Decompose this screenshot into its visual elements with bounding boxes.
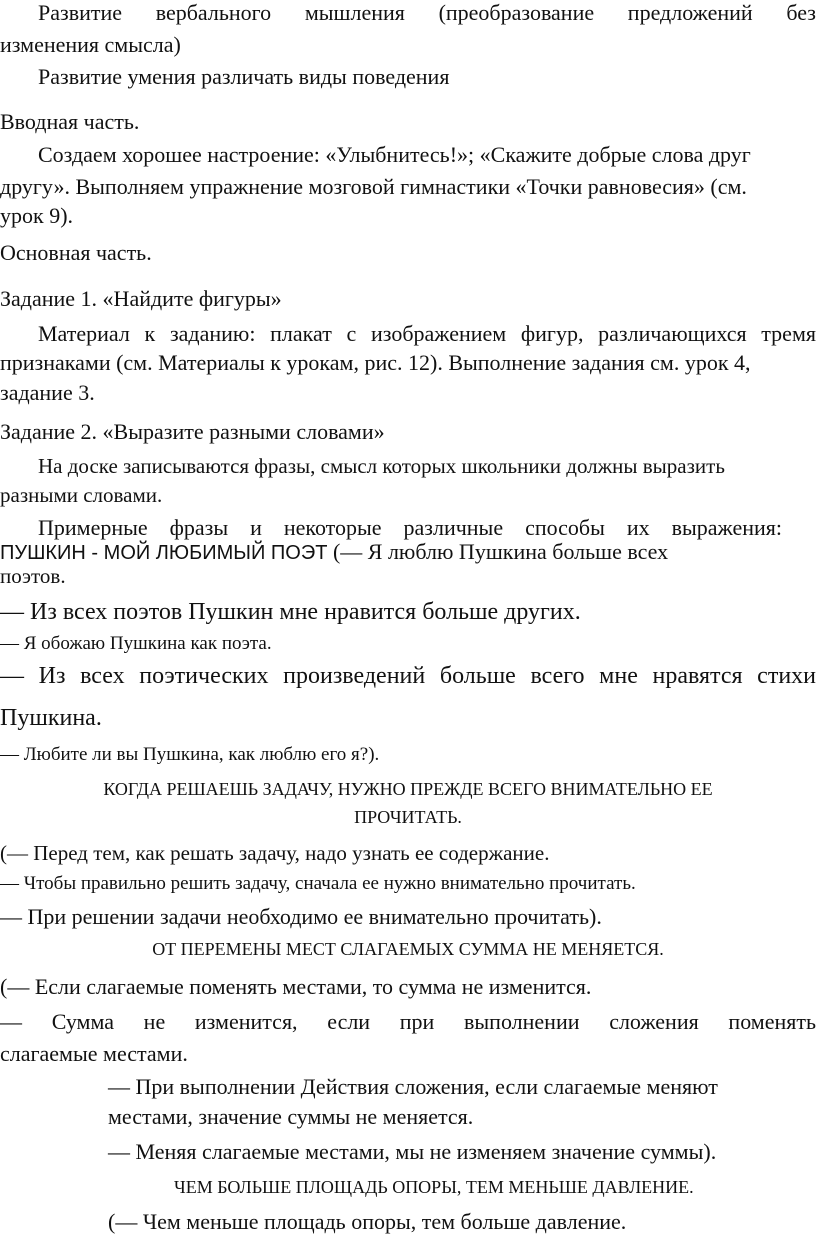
text-line-10: Материал к заданию: плакат с изображением фигур, различающихся тремя bbox=[38, 321, 816, 346]
section-heading-main: Основная часть. bbox=[0, 240, 152, 265]
text-line-30: (— Если слагаемые поменять местами, то сумма не изменится. bbox=[0, 974, 592, 999]
text-line-11: признаками (см. Материалы к урокам, рис. 12). Выполнение задания см. урок 4, bbox=[0, 350, 751, 375]
phrase-pushkin: ПУШКИН - МОЙ ЛЮБИМЫЙ ПОЭТ bbox=[0, 542, 328, 564]
text-line-5: Создаем хорошее настроение: «Улыбнитесь!»; «Скажите добрые слова друг bbox=[38, 142, 751, 167]
text-line-34: местами, значение суммы не меняется. bbox=[108, 1104, 474, 1129]
phrase-sum: ОТ ПЕРЕМЕНЫ МЕСТ СЛАГАЕМЫХ СУММА НЕ МЕНЯЕТСЯ. bbox=[152, 939, 664, 959]
text-line-23: — Любите ли вы Пушкина, как люблю его я?). bbox=[0, 744, 380, 765]
text-line-35: — Меняя слагаемые местами, мы не изменяем значение суммы). bbox=[108, 1139, 717, 1164]
text-line-20: — Я обожаю Пушкина как поэта. bbox=[0, 633, 272, 654]
section-heading-intro: Вводная часть. bbox=[0, 109, 140, 134]
text-line-6: другу». Выполняем упражнение мозговой гимнастики «Точки равновесия» (см. bbox=[0, 174, 747, 199]
text-line-3: Развитие умения различать виды поведения bbox=[38, 64, 450, 89]
text-line-26: (— Перед тем, как решать задачу, надо узнать ее содержание. bbox=[0, 841, 550, 865]
text-line-31: — Сумма не изменится, если при выполнении сложения поменять bbox=[0, 1009, 816, 1034]
text-line-16: Примерные фразы и некоторые различные способы их выражения: bbox=[38, 515, 782, 540]
text-line-37: (— Чем меньше площадь опоры, тем больше давление. bbox=[108, 1209, 627, 1234]
text-line-2: изменения смысла) bbox=[0, 32, 181, 57]
text-line-19: — Из всех поэтов Пушкин мне нравится больше других. bbox=[0, 599, 581, 625]
text-line-17: ПУШКИН - МОЙ ЛЮБИМЫЙ ПОЭТ (— Я люблю Пушкина больше всех bbox=[0, 539, 669, 564]
text-line-21: — Из всех поэтических произведений больше всего мне нравятся стихи bbox=[0, 663, 816, 689]
text-line-7: урок 9). bbox=[0, 203, 74, 228]
task-1-heading: Задание 1. «Найдите фигуры» bbox=[0, 286, 282, 311]
text-line-28: — При решении задачи необходимо ее внимательно прочитать). bbox=[0, 904, 602, 929]
task-2-heading: Задание 2. «Выразите разными словами» bbox=[0, 419, 385, 444]
text-line-12: задание 3. bbox=[0, 380, 95, 405]
phrase-problem: КОГДА РЕШАЕШЬ ЗАДАЧУ, НУЖНО ПРЕЖДЕ ВСЕГО ВНИМАТЕЛЬНО ЕЕ bbox=[103, 779, 713, 799]
text-line-22: Пушкина. bbox=[0, 705, 102, 731]
text-line-27: — Чтобы правильно решить задачу, сначала ее нужно внимательно прочитать. bbox=[0, 873, 636, 894]
text-line-18: поэтов. bbox=[0, 564, 66, 588]
text-line-15: разными словами. bbox=[0, 483, 163, 507]
text-line-32: слагаемые местами. bbox=[0, 1041, 188, 1066]
text-line-1: Развитие вербального мышления (преобразование предложений без bbox=[38, 0, 816, 25]
phrase-pressure: ЧЕМ БОЛЬШЕ ПЛОЩАДЬ ОПОРЫ, ТЕМ МЕНЬШЕ ДАВЛЕНИЕ. bbox=[174, 1177, 694, 1197]
text-line-14: На доске записываются фразы, смысл которых школьники должны выразить bbox=[38, 454, 725, 478]
phrase-problem-end: ПРОЧИТАТЬ. bbox=[354, 807, 462, 827]
text-line-33: — При выполнении Действия сложения, если слагаемые меняют bbox=[108, 1074, 718, 1099]
